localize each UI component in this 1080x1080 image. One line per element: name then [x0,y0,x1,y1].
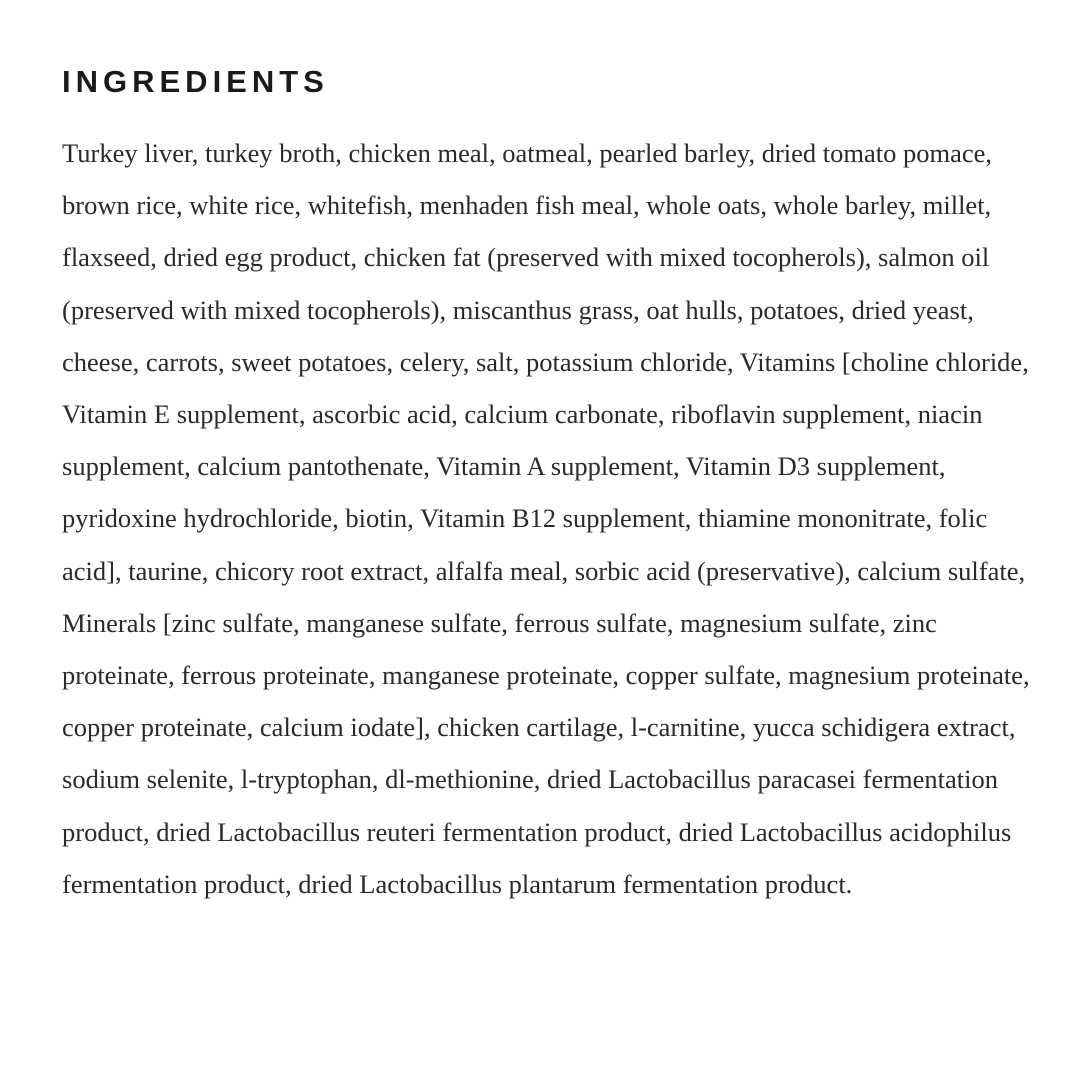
ingredients-panel [62,62,1042,910]
ingredients-list: Turkey liver, turkey broth, chicken meal, oatmeal, pearled barley, dried tomato pomace, brown rice, white rice, whitefish, menhaden fish meal, whole oats, whole barley, millet, flaxseed, dried egg product, chicken fat (preserved with mixed tocopherols), salmon oil (preserved with mixed tocopherols), miscanthus grass, oat hulls, potatoes, dried yeast, cheese, carrots, sweet potatoes, celery, salt, potassium chloride, Vitamins [choline chloride, Vitamin E supplement, ascorbic acid, calcium carbonate, riboflavin supplement, niacin supplement, calcium pantothenate, Vitamin A supplement, Vitamin D3 supplement, pyridoxine hydrochloride, biotin, Vitamin B12 supplement, thiamine mononitrate, folic acid], taurine, chicory root extract, alfalfa meal, sorbic acid (preservative), calcium sulfate, Minerals [zinc sulfate, manganese sulfate, ferrous sulfate, magnesium sulfate, zinc proteinate, ferrous proteinate, manganese proteinate, copper sulfate, magnesium proteinate, copper proteinate, calcium iodate], chicken cartilage, l-carnitine, yucca schidigera extract, sodium selenite, l-tryptophan, dl-methionine, dried Lactobacillus paracasei fermentation product, dried Lactobacillus reuteri fermentation product, dried Lactobacillus acidophilus fermentation product, dried Lactobacillus plantarum fermentation product. [62,138,1030,899]
ingredients-heading: INGREDIENTS [62,64,329,99]
